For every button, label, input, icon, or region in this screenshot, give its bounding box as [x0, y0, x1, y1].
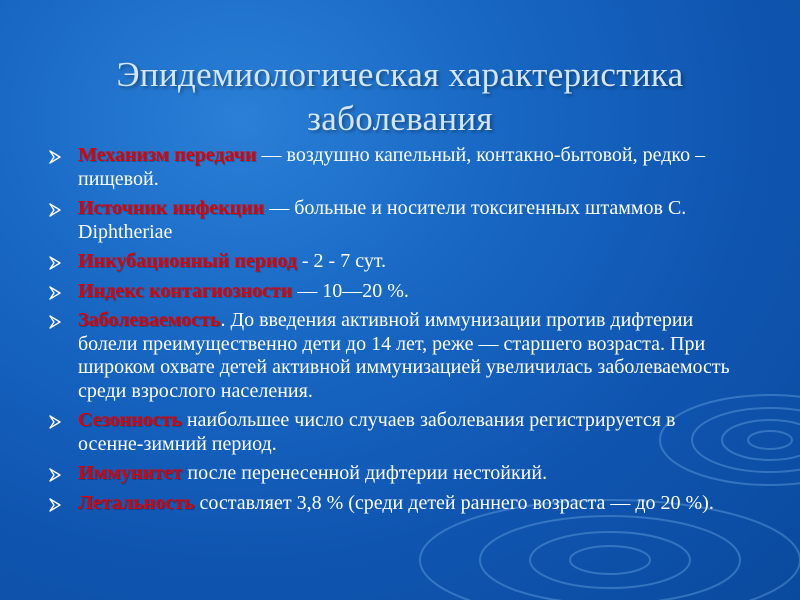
- arrowhead-bullet-icon: [48, 498, 62, 512]
- list-item-text: составляет 3,8 % (среди детей раннего возраста — до 20 %).: [194, 491, 714, 514]
- list-item-text: наибольшее число случаев заболевания регистрируется в осенне-зимний период.: [78, 409, 676, 455]
- list-item-term: Инкубационный период: [78, 250, 297, 272]
- list-item-term: Источник инфекции: [78, 197, 265, 219]
- bullet-list: [48, 144, 738, 521]
- list-item-text: после перенесенной дифтерии нестойкий.: [182, 462, 548, 484]
- arrowhead-bullet-icon: [48, 203, 62, 217]
- list-item: [48, 409, 738, 456]
- list-item: [48, 280, 738, 304]
- list-item: [48, 250, 738, 274]
- arrowhead-bullet-icon: [48, 468, 62, 482]
- list-item: [48, 309, 738, 403]
- list-item-term: Сезонность: [78, 409, 182, 431]
- list-item: [48, 197, 738, 244]
- arrowhead-bullet-icon: [48, 256, 62, 270]
- slide-title: [40, 53, 760, 141]
- list-item-text: - 2 - 7 сут.: [296, 250, 387, 272]
- list-item-term: Летальность: [78, 491, 195, 514]
- list-item: [48, 492, 738, 516]
- arrowhead-bullet-icon: [48, 150, 62, 164]
- list-item-text: . До введения активной иммунизации против дифтерии болели преимущественно дети до 14 лет, реже — старшего возраста. При широком охвате детей активной иммунизацией увеличилась заболеваемость среди взрослого населения.: [78, 309, 730, 402]
- list-item-term: Индекс контагиозности: [78, 279, 293, 302]
- arrowhead-bullet-icon: [48, 286, 62, 300]
- arrowhead-bullet-icon: [48, 415, 62, 429]
- list-item-term: Иммунитет: [78, 462, 183, 484]
- slide-title-line1: Эпидемиологическая характеристика: [116, 55, 684, 95]
- arrowhead-bullet-icon: [48, 315, 62, 329]
- list-item-text: — больные и носители токсигенных штаммов C. Diphtheriae: [78, 197, 687, 243]
- list-item-term: Заболеваемость: [78, 309, 221, 331]
- slide-title-line2: заболевания: [307, 99, 493, 139]
- list-item: [48, 462, 738, 486]
- list-item-text: — 10—20 %.: [292, 279, 409, 302]
- list-item-text: — воздушно капельный, контакно-бытовой, редко –пищевой.: [78, 144, 706, 190]
- list-item-term: Механизм передачи: [78, 144, 257, 166]
- list-item: [48, 144, 738, 191]
